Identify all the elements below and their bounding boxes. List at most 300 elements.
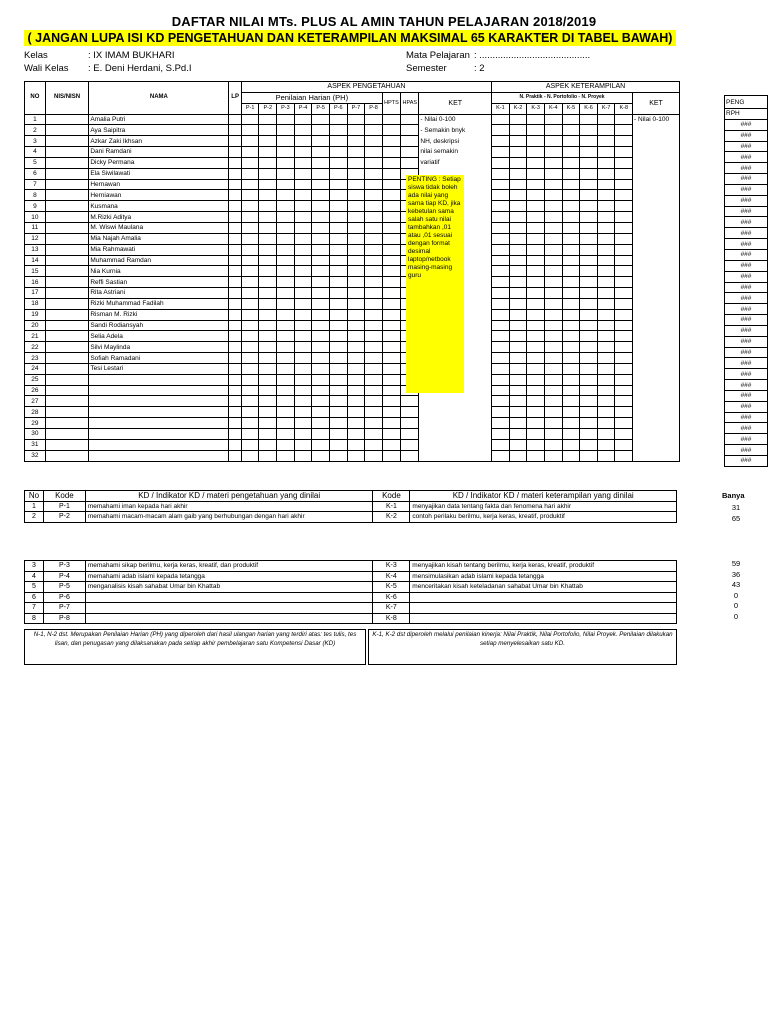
keterampilan-score-cell[interactable] bbox=[544, 342, 562, 353]
hpas-cell[interactable] bbox=[401, 429, 419, 440]
ph-score-cell[interactable] bbox=[347, 277, 365, 288]
keterampilan-score-cell[interactable] bbox=[544, 201, 562, 212]
ph-score-cell[interactable] bbox=[259, 179, 277, 190]
ph-score-cell[interactable] bbox=[277, 298, 295, 309]
student-nis[interactable] bbox=[45, 125, 89, 136]
keterampilan-score-cell[interactable] bbox=[527, 407, 545, 418]
keterampilan-score-cell[interactable] bbox=[527, 147, 545, 158]
hpas-cell[interactable] bbox=[401, 439, 419, 450]
keterampilan-score-cell[interactable] bbox=[544, 179, 562, 190]
ph-score-cell[interactable] bbox=[329, 439, 347, 450]
hpts-cell[interactable] bbox=[382, 342, 400, 353]
hpas-cell[interactable] bbox=[401, 157, 419, 168]
keterampilan-score-cell[interactable] bbox=[615, 288, 633, 299]
ph-score-cell[interactable] bbox=[312, 190, 330, 201]
keterampilan-score-cell[interactable] bbox=[562, 190, 580, 201]
ph-score-cell[interactable] bbox=[294, 266, 312, 277]
ph-score-cell[interactable] bbox=[277, 147, 295, 158]
keterampilan-score-cell[interactable] bbox=[527, 157, 545, 168]
ph-score-cell[interactable] bbox=[241, 201, 259, 212]
keterampilan-score-cell[interactable] bbox=[527, 179, 545, 190]
ph-score-cell[interactable] bbox=[312, 429, 330, 440]
keterampilan-score-cell[interactable] bbox=[615, 222, 633, 233]
student-nis[interactable] bbox=[45, 201, 89, 212]
hpts-cell[interactable] bbox=[382, 353, 400, 364]
kd-desc-keterampilan[interactable]: menyajikan kisah tentang berilmu, kerja keras, kreatif, produktif bbox=[410, 561, 677, 572]
ph-score-cell[interactable] bbox=[312, 331, 330, 342]
keterampilan-score-cell[interactable] bbox=[492, 201, 510, 212]
ph-score-cell[interactable] bbox=[277, 255, 295, 266]
ph-score-cell[interactable] bbox=[312, 179, 330, 190]
ph-score-cell[interactable] bbox=[294, 147, 312, 158]
keterampilan-score-cell[interactable] bbox=[597, 255, 615, 266]
keterampilan-score-cell[interactable] bbox=[615, 396, 633, 407]
student-nis[interactable] bbox=[45, 450, 89, 461]
keterampilan-score-cell[interactable] bbox=[580, 320, 598, 331]
keterampilan-score-cell[interactable] bbox=[544, 266, 562, 277]
keterampilan-score-cell[interactable] bbox=[562, 157, 580, 168]
ph-score-cell[interactable] bbox=[259, 320, 277, 331]
ph-score-cell[interactable] bbox=[241, 385, 259, 396]
ph-score-cell[interactable] bbox=[294, 298, 312, 309]
keterampilan-score-cell[interactable] bbox=[509, 385, 527, 396]
keterampilan-score-cell[interactable] bbox=[562, 266, 580, 277]
keterampilan-score-cell[interactable] bbox=[580, 212, 598, 223]
keterampilan-score-cell[interactable] bbox=[492, 125, 510, 136]
keterampilan-score-cell[interactable] bbox=[562, 353, 580, 364]
keterampilan-score-cell[interactable] bbox=[562, 222, 580, 233]
keterampilan-score-cell[interactable] bbox=[597, 114, 615, 125]
keterampilan-score-cell[interactable] bbox=[527, 374, 545, 385]
ph-score-cell[interactable] bbox=[312, 298, 330, 309]
keterampilan-score-cell[interactable] bbox=[597, 331, 615, 342]
keterampilan-score-cell[interactable] bbox=[562, 374, 580, 385]
ph-score-cell[interactable] bbox=[294, 168, 312, 179]
keterampilan-score-cell[interactable] bbox=[492, 277, 510, 288]
ph-score-cell[interactable] bbox=[241, 212, 259, 223]
hpts-cell[interactable] bbox=[382, 385, 400, 396]
ph-score-cell[interactable] bbox=[365, 136, 383, 147]
keterampilan-score-cell[interactable] bbox=[544, 363, 562, 374]
ph-score-cell[interactable] bbox=[294, 125, 312, 136]
ph-score-cell[interactable] bbox=[294, 396, 312, 407]
hpts-cell[interactable] bbox=[382, 179, 400, 190]
ph-score-cell[interactable] bbox=[259, 168, 277, 179]
student-nis[interactable] bbox=[45, 114, 89, 125]
keterampilan-score-cell[interactable] bbox=[544, 407, 562, 418]
keterampilan-score-cell[interactable] bbox=[492, 233, 510, 244]
student-lp[interactable] bbox=[229, 212, 241, 223]
ph-score-cell[interactable] bbox=[347, 233, 365, 244]
keterampilan-score-cell[interactable] bbox=[562, 320, 580, 331]
keterampilan-score-cell[interactable] bbox=[544, 331, 562, 342]
ph-score-cell[interactable] bbox=[277, 320, 295, 331]
keterampilan-score-cell[interactable] bbox=[597, 320, 615, 331]
ph-score-cell[interactable] bbox=[329, 233, 347, 244]
keterampilan-score-cell[interactable] bbox=[597, 136, 615, 147]
student-lp[interactable] bbox=[229, 450, 241, 461]
ph-score-cell[interactable] bbox=[347, 266, 365, 277]
hpts-cell[interactable] bbox=[382, 288, 400, 299]
student-nis[interactable] bbox=[45, 331, 89, 342]
student-lp[interactable] bbox=[229, 277, 241, 288]
keterampilan-score-cell[interactable] bbox=[562, 244, 580, 255]
student-nis[interactable] bbox=[45, 212, 89, 223]
hpts-cell[interactable] bbox=[382, 244, 400, 255]
keterampilan-score-cell[interactable] bbox=[492, 157, 510, 168]
keterampilan-score-cell[interactable] bbox=[562, 429, 580, 440]
keterampilan-score-cell[interactable] bbox=[580, 244, 598, 255]
kd-desc-keterampilan[interactable]: mensimulasikan adab islami kepada tetangga bbox=[410, 571, 677, 582]
ph-score-cell[interactable] bbox=[277, 288, 295, 299]
ph-score-cell[interactable] bbox=[277, 136, 295, 147]
keterampilan-score-cell[interactable] bbox=[544, 244, 562, 255]
keterampilan-score-cell[interactable] bbox=[544, 385, 562, 396]
student-lp[interactable] bbox=[229, 168, 241, 179]
student-lp[interactable] bbox=[229, 439, 241, 450]
ph-score-cell[interactable] bbox=[365, 418, 383, 429]
ph-score-cell[interactable] bbox=[347, 136, 365, 147]
ph-score-cell[interactable] bbox=[329, 212, 347, 223]
keterampilan-score-cell[interactable] bbox=[562, 309, 580, 320]
student-nis[interactable] bbox=[45, 233, 89, 244]
keterampilan-score-cell[interactable] bbox=[615, 212, 633, 223]
ph-score-cell[interactable] bbox=[312, 342, 330, 353]
keterampilan-score-cell[interactable] bbox=[544, 320, 562, 331]
student-lp[interactable] bbox=[229, 244, 241, 255]
student-lp[interactable] bbox=[229, 136, 241, 147]
ph-score-cell[interactable] bbox=[277, 429, 295, 440]
ph-score-cell[interactable] bbox=[329, 255, 347, 266]
ph-score-cell[interactable] bbox=[329, 353, 347, 364]
keterampilan-score-cell[interactable] bbox=[615, 277, 633, 288]
ph-score-cell[interactable] bbox=[329, 114, 347, 125]
keterampilan-score-cell[interactable] bbox=[509, 244, 527, 255]
ph-score-cell[interactable] bbox=[365, 277, 383, 288]
ph-score-cell[interactable] bbox=[277, 374, 295, 385]
hpas-cell[interactable] bbox=[401, 125, 419, 136]
ph-score-cell[interactable] bbox=[259, 114, 277, 125]
ph-score-cell[interactable] bbox=[365, 190, 383, 201]
ph-score-cell[interactable] bbox=[347, 190, 365, 201]
student-lp[interactable] bbox=[229, 222, 241, 233]
ph-score-cell[interactable] bbox=[294, 309, 312, 320]
keterampilan-score-cell[interactable] bbox=[492, 298, 510, 309]
ph-score-cell[interactable] bbox=[365, 222, 383, 233]
ph-score-cell[interactable] bbox=[329, 125, 347, 136]
ph-score-cell[interactable] bbox=[277, 212, 295, 223]
keterampilan-score-cell[interactable] bbox=[562, 418, 580, 429]
ph-score-cell[interactable] bbox=[329, 320, 347, 331]
keterampilan-score-cell[interactable] bbox=[509, 418, 527, 429]
ph-score-cell[interactable] bbox=[312, 277, 330, 288]
ph-score-cell[interactable] bbox=[329, 244, 347, 255]
student-lp[interactable] bbox=[229, 288, 241, 299]
ph-score-cell[interactable] bbox=[294, 288, 312, 299]
keterampilan-score-cell[interactable] bbox=[509, 277, 527, 288]
hpas-cell[interactable] bbox=[401, 136, 419, 147]
ph-score-cell[interactable] bbox=[294, 179, 312, 190]
keterampilan-score-cell[interactable] bbox=[492, 212, 510, 223]
hpts-cell[interactable] bbox=[382, 320, 400, 331]
keterampilan-score-cell[interactable] bbox=[580, 233, 598, 244]
student-lp[interactable] bbox=[229, 407, 241, 418]
ph-score-cell[interactable] bbox=[347, 179, 365, 190]
keterampilan-score-cell[interactable] bbox=[527, 309, 545, 320]
keterampilan-score-cell[interactable] bbox=[562, 439, 580, 450]
keterampilan-score-cell[interactable] bbox=[527, 212, 545, 223]
ph-score-cell[interactable] bbox=[277, 363, 295, 374]
kd-desc-pengetahuan[interactable] bbox=[85, 613, 373, 624]
hpts-cell[interactable] bbox=[382, 418, 400, 429]
ph-score-cell[interactable] bbox=[347, 407, 365, 418]
kd-desc-keterampilan[interactable]: contoh perilaku berilmu, kerja keras, kreatif, produktif bbox=[410, 512, 677, 523]
hpts-cell[interactable] bbox=[382, 157, 400, 168]
kd-desc-keterampilan[interactable]: menyajikan data tentang fakta dan fenomena hari akhir bbox=[410, 501, 677, 512]
ph-score-cell[interactable] bbox=[241, 331, 259, 342]
ph-score-cell[interactable] bbox=[241, 429, 259, 440]
ph-score-cell[interactable] bbox=[259, 374, 277, 385]
keterampilan-score-cell[interactable] bbox=[509, 396, 527, 407]
ph-score-cell[interactable] bbox=[277, 168, 295, 179]
student-nis[interactable] bbox=[45, 266, 89, 277]
ph-score-cell[interactable] bbox=[312, 114, 330, 125]
ph-score-cell[interactable] bbox=[365, 429, 383, 440]
ph-score-cell[interactable] bbox=[329, 147, 347, 158]
ph-score-cell[interactable] bbox=[312, 396, 330, 407]
ph-score-cell[interactable] bbox=[365, 363, 383, 374]
ph-score-cell[interactable] bbox=[365, 157, 383, 168]
ph-score-cell[interactable] bbox=[365, 298, 383, 309]
student-lp[interactable] bbox=[229, 201, 241, 212]
ph-score-cell[interactable] bbox=[365, 342, 383, 353]
ph-score-cell[interactable] bbox=[277, 190, 295, 201]
keterampilan-score-cell[interactable] bbox=[527, 429, 545, 440]
ph-score-cell[interactable] bbox=[365, 255, 383, 266]
keterampilan-score-cell[interactable] bbox=[492, 418, 510, 429]
student-nis[interactable] bbox=[45, 429, 89, 440]
keterampilan-score-cell[interactable] bbox=[580, 125, 598, 136]
keterampilan-score-cell[interactable] bbox=[509, 363, 527, 374]
keterampilan-score-cell[interactable] bbox=[562, 363, 580, 374]
ph-score-cell[interactable] bbox=[277, 222, 295, 233]
student-lp[interactable] bbox=[229, 309, 241, 320]
hpas-cell[interactable] bbox=[401, 450, 419, 461]
ph-score-cell[interactable] bbox=[241, 374, 259, 385]
keterampilan-score-cell[interactable] bbox=[580, 407, 598, 418]
keterampilan-score-cell[interactable] bbox=[615, 201, 633, 212]
hpas-cell[interactable] bbox=[401, 147, 419, 158]
keterampilan-score-cell[interactable] bbox=[544, 136, 562, 147]
ph-score-cell[interactable] bbox=[347, 418, 365, 429]
ph-score-cell[interactable] bbox=[347, 309, 365, 320]
keterampilan-score-cell[interactable] bbox=[597, 244, 615, 255]
ph-score-cell[interactable] bbox=[312, 147, 330, 158]
ph-score-cell[interactable] bbox=[312, 233, 330, 244]
ph-score-cell[interactable] bbox=[347, 288, 365, 299]
keterampilan-score-cell[interactable] bbox=[615, 439, 633, 450]
ph-score-cell[interactable] bbox=[294, 114, 312, 125]
keterampilan-score-cell[interactable] bbox=[562, 396, 580, 407]
ph-score-cell[interactable] bbox=[312, 353, 330, 364]
student-nis[interactable] bbox=[45, 353, 89, 364]
student-lp[interactable] bbox=[229, 114, 241, 125]
student-lp[interactable] bbox=[229, 320, 241, 331]
keterampilan-score-cell[interactable] bbox=[597, 396, 615, 407]
ph-score-cell[interactable] bbox=[312, 136, 330, 147]
keterampilan-score-cell[interactable] bbox=[492, 255, 510, 266]
kd-desc-pengetahuan[interactable]: memahami sikap berilmu, kerja keras, kreatif, dan produktif bbox=[85, 561, 373, 572]
keterampilan-score-cell[interactable] bbox=[562, 342, 580, 353]
ph-score-cell[interactable] bbox=[241, 320, 259, 331]
ph-score-cell[interactable] bbox=[259, 125, 277, 136]
ph-score-cell[interactable] bbox=[312, 439, 330, 450]
keterampilan-score-cell[interactable] bbox=[597, 168, 615, 179]
keterampilan-score-cell[interactable] bbox=[492, 222, 510, 233]
keterampilan-score-cell[interactable] bbox=[509, 212, 527, 223]
hpts-cell[interactable] bbox=[382, 309, 400, 320]
keterampilan-score-cell[interactable] bbox=[597, 450, 615, 461]
keterampilan-score-cell[interactable] bbox=[492, 147, 510, 158]
keterampilan-score-cell[interactable] bbox=[597, 201, 615, 212]
ph-score-cell[interactable] bbox=[277, 385, 295, 396]
ph-score-cell[interactable] bbox=[312, 212, 330, 223]
ph-score-cell[interactable] bbox=[312, 288, 330, 299]
ph-score-cell[interactable] bbox=[294, 418, 312, 429]
ph-score-cell[interactable] bbox=[259, 147, 277, 158]
ph-score-cell[interactable] bbox=[312, 385, 330, 396]
ph-score-cell[interactable] bbox=[347, 320, 365, 331]
keterampilan-score-cell[interactable] bbox=[544, 147, 562, 158]
ph-score-cell[interactable] bbox=[312, 168, 330, 179]
ph-score-cell[interactable] bbox=[241, 114, 259, 125]
ph-score-cell[interactable] bbox=[277, 266, 295, 277]
ph-score-cell[interactable] bbox=[329, 157, 347, 168]
ph-score-cell[interactable] bbox=[277, 244, 295, 255]
keterampilan-score-cell[interactable] bbox=[597, 374, 615, 385]
ph-score-cell[interactable] bbox=[241, 309, 259, 320]
hpts-cell[interactable] bbox=[382, 363, 400, 374]
hpts-cell[interactable] bbox=[382, 439, 400, 450]
keterampilan-score-cell[interactable] bbox=[615, 331, 633, 342]
keterampilan-score-cell[interactable] bbox=[527, 342, 545, 353]
student-nis[interactable] bbox=[45, 190, 89, 201]
keterampilan-score-cell[interactable] bbox=[544, 277, 562, 288]
keterampilan-score-cell[interactable] bbox=[492, 331, 510, 342]
hpas-cell[interactable] bbox=[401, 114, 419, 125]
ph-score-cell[interactable] bbox=[259, 450, 277, 461]
kd-desc-pengetahuan[interactable]: menganalisis kisah sahabat Umar bin Khattab bbox=[85, 582, 373, 593]
keterampilan-score-cell[interactable] bbox=[562, 201, 580, 212]
keterampilan-score-cell[interactable] bbox=[492, 179, 510, 190]
kd-desc-keterampilan[interactable] bbox=[410, 603, 677, 614]
keterampilan-score-cell[interactable] bbox=[544, 255, 562, 266]
ph-score-cell[interactable] bbox=[241, 288, 259, 299]
keterampilan-score-cell[interactable] bbox=[527, 114, 545, 125]
keterampilan-score-cell[interactable] bbox=[544, 353, 562, 364]
ph-score-cell[interactable] bbox=[259, 136, 277, 147]
keterampilan-score-cell[interactable] bbox=[509, 179, 527, 190]
ph-score-cell[interactable] bbox=[277, 114, 295, 125]
ph-score-cell[interactable] bbox=[312, 450, 330, 461]
ph-score-cell[interactable] bbox=[347, 342, 365, 353]
keterampilan-score-cell[interactable] bbox=[580, 190, 598, 201]
student-nis[interactable] bbox=[45, 179, 89, 190]
ph-score-cell[interactable] bbox=[347, 331, 365, 342]
keterampilan-score-cell[interactable] bbox=[615, 363, 633, 374]
hpts-cell[interactable] bbox=[382, 233, 400, 244]
hpts-cell[interactable] bbox=[382, 374, 400, 385]
ph-score-cell[interactable] bbox=[347, 125, 365, 136]
ph-score-cell[interactable] bbox=[365, 396, 383, 407]
keterampilan-score-cell[interactable] bbox=[562, 385, 580, 396]
keterampilan-score-cell[interactable] bbox=[509, 342, 527, 353]
student-nis[interactable] bbox=[45, 244, 89, 255]
keterampilan-score-cell[interactable] bbox=[527, 385, 545, 396]
keterampilan-score-cell[interactable] bbox=[597, 353, 615, 364]
keterampilan-score-cell[interactable] bbox=[615, 320, 633, 331]
ph-score-cell[interactable] bbox=[294, 353, 312, 364]
keterampilan-score-cell[interactable] bbox=[597, 363, 615, 374]
student-nis[interactable] bbox=[45, 320, 89, 331]
kd-desc-keterampilan[interactable]: menceritakan kisah keteladanan sahabat Umar bin Khattab bbox=[410, 582, 677, 593]
ph-score-cell[interactable] bbox=[365, 309, 383, 320]
ph-score-cell[interactable] bbox=[329, 418, 347, 429]
keterampilan-score-cell[interactable] bbox=[580, 255, 598, 266]
ph-score-cell[interactable] bbox=[259, 201, 277, 212]
keterampilan-score-cell[interactable] bbox=[527, 450, 545, 461]
keterampilan-score-cell[interactable] bbox=[527, 255, 545, 266]
ph-score-cell[interactable] bbox=[347, 363, 365, 374]
keterampilan-score-cell[interactable] bbox=[509, 450, 527, 461]
keterampilan-score-cell[interactable] bbox=[527, 244, 545, 255]
ph-score-cell[interactable] bbox=[241, 298, 259, 309]
student-lp[interactable] bbox=[229, 157, 241, 168]
keterampilan-score-cell[interactable] bbox=[580, 147, 598, 158]
student-nis[interactable] bbox=[45, 298, 89, 309]
ph-score-cell[interactable] bbox=[277, 342, 295, 353]
student-lp[interactable] bbox=[229, 147, 241, 158]
ph-score-cell[interactable] bbox=[312, 201, 330, 212]
ph-score-cell[interactable] bbox=[329, 201, 347, 212]
ph-score-cell[interactable] bbox=[241, 125, 259, 136]
ph-score-cell[interactable] bbox=[312, 309, 330, 320]
keterampilan-score-cell[interactable] bbox=[562, 450, 580, 461]
keterampilan-score-cell[interactable] bbox=[615, 190, 633, 201]
hpts-cell[interactable] bbox=[382, 114, 400, 125]
keterampilan-score-cell[interactable] bbox=[492, 385, 510, 396]
keterampilan-score-cell[interactable] bbox=[562, 277, 580, 288]
keterampilan-score-cell[interactable] bbox=[597, 157, 615, 168]
keterampilan-score-cell[interactable] bbox=[509, 168, 527, 179]
keterampilan-score-cell[interactable] bbox=[509, 147, 527, 158]
keterampilan-score-cell[interactable] bbox=[597, 309, 615, 320]
ph-score-cell[interactable] bbox=[259, 396, 277, 407]
ph-score-cell[interactable] bbox=[347, 147, 365, 158]
ph-score-cell[interactable] bbox=[259, 212, 277, 223]
ph-score-cell[interactable] bbox=[294, 439, 312, 450]
keterampilan-score-cell[interactable] bbox=[492, 353, 510, 364]
keterampilan-score-cell[interactable] bbox=[580, 374, 598, 385]
keterampilan-score-cell[interactable] bbox=[615, 114, 633, 125]
ph-score-cell[interactable] bbox=[347, 244, 365, 255]
student-lp[interactable] bbox=[229, 255, 241, 266]
keterampilan-score-cell[interactable] bbox=[615, 418, 633, 429]
ph-score-cell[interactable] bbox=[259, 266, 277, 277]
student-lp[interactable] bbox=[229, 179, 241, 190]
keterampilan-score-cell[interactable] bbox=[597, 233, 615, 244]
hpts-cell[interactable] bbox=[382, 201, 400, 212]
